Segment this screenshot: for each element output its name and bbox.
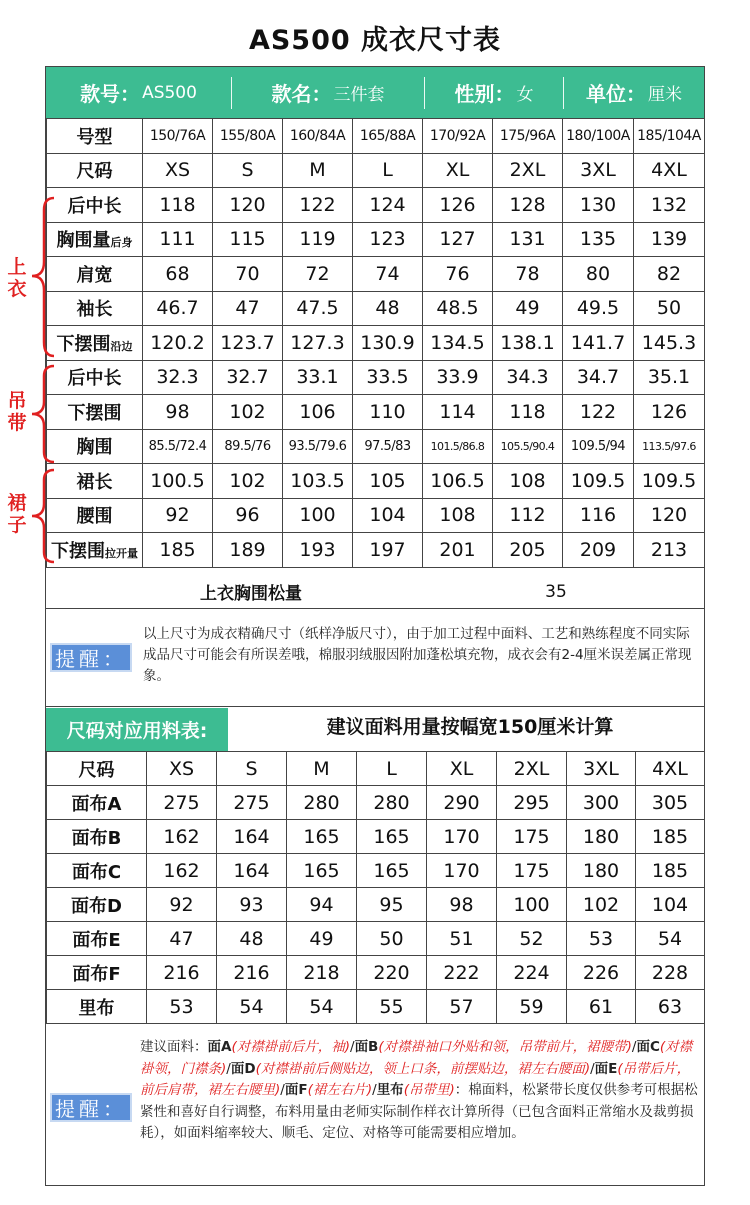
value-cell: 122 xyxy=(283,188,353,223)
value-cell: 120 xyxy=(634,498,705,533)
group-label-skirt xyxy=(6,492,28,536)
value-cell: 134.5 xyxy=(423,326,493,361)
value-cell: 116 xyxy=(563,498,634,533)
fabric-c-name: 面C xyxy=(636,1039,660,1055)
value-cell: 201 xyxy=(423,533,493,568)
value-cell: 47 xyxy=(147,922,217,956)
value-cell: 74 xyxy=(353,257,423,292)
value-cell: 53 xyxy=(567,922,636,956)
value-cell: 180 xyxy=(567,820,636,854)
row-label-text: 胸围 xyxy=(76,437,113,459)
value-cell: 63 xyxy=(636,990,705,1024)
fabric-e-usage: (吊带后片，前后肩带，裙左右腰里) xyxy=(140,1060,691,1098)
header-band xyxy=(46,67,704,118)
value-cell: 295 xyxy=(497,786,567,820)
value-cell: 95 xyxy=(357,888,427,922)
value-cell: 70 xyxy=(213,257,283,292)
fabric-row xyxy=(47,888,705,922)
fabric-a-usage: (对襟褂前后片，袖) xyxy=(231,1039,350,1055)
value-cell: 123 xyxy=(353,222,423,257)
size-cell: 4XL xyxy=(634,153,705,188)
value-cell: 126 xyxy=(634,395,705,430)
size-cell: 2XL xyxy=(493,153,563,188)
value-cell: 53 xyxy=(147,990,217,1024)
measurement-row xyxy=(47,291,705,326)
style-no-value: AS500 xyxy=(142,82,197,103)
value-cell: 109.5 xyxy=(634,464,705,499)
size-cell: M xyxy=(287,752,357,786)
gender-value: 女 xyxy=(516,85,534,105)
value-cell: 141.7 xyxy=(563,326,634,361)
separator: / xyxy=(350,1039,355,1055)
reminder-badge-2: 提醒： xyxy=(50,1093,132,1122)
fabric-row xyxy=(47,990,705,1024)
size-code-cell: 170/92A xyxy=(423,119,493,154)
value-cell: 33.9 xyxy=(423,360,493,395)
value-cell: 100 xyxy=(497,888,567,922)
value-cell: 213 xyxy=(634,533,705,568)
fabric-d-usage: (对襟褂前后侧贴边，领上口条，前摆贴边，裙左右腰面) xyxy=(255,1060,591,1077)
value-cell: 93.5/79.6 xyxy=(283,429,353,464)
value-cell: 226 xyxy=(567,956,636,990)
value-cell: 106.5 xyxy=(423,464,493,499)
gender-label: 性别： xyxy=(454,82,515,106)
size-code-cell: 165/88A xyxy=(353,119,423,154)
value-cell: 35.1 xyxy=(634,360,705,395)
fabric-b-name: 面B xyxy=(354,1039,379,1055)
value-cell: 118 xyxy=(493,395,563,430)
style-name-label: 款名： xyxy=(271,82,332,106)
value-cell: 100 xyxy=(283,498,353,533)
fabric-width-note: 建议面料用量按幅宽150厘米计算 xyxy=(326,716,614,738)
bracket-skirt-icon xyxy=(26,468,56,564)
size-code-cell: 180/100A xyxy=(563,119,634,154)
divider xyxy=(46,706,704,707)
value-cell: 108 xyxy=(493,464,563,499)
value-cell: 124 xyxy=(353,188,423,223)
value-cell: 59 xyxy=(497,990,567,1024)
size-cell: 2XL xyxy=(497,752,567,786)
value-cell: 50 xyxy=(634,291,705,326)
value-cell: 47.5 xyxy=(283,291,353,326)
page-title: AS500 成衣尺寸表 xyxy=(248,25,502,56)
measurement-row xyxy=(47,429,705,464)
value-cell: 127.3 xyxy=(283,326,353,361)
value-cell: 139 xyxy=(634,222,705,257)
value-cell: 48 xyxy=(217,922,287,956)
value-cell: 280 xyxy=(287,786,357,820)
value-cell: 189 xyxy=(213,533,283,568)
value-cell: 145.3 xyxy=(634,326,705,361)
value-cell: 138.1 xyxy=(493,326,563,361)
separator: / xyxy=(631,1039,637,1055)
value-cell: 98 xyxy=(427,888,497,922)
value-cell: 96 xyxy=(213,498,283,533)
row-label-text: 裙长 xyxy=(76,471,113,493)
value-cell: 218 xyxy=(287,956,357,990)
measurement-row xyxy=(47,498,705,533)
value-cell: 165 xyxy=(287,854,357,888)
bracket-camisole-icon xyxy=(26,364,56,464)
fabric-row xyxy=(47,922,705,956)
row-label-text: 后中长 xyxy=(67,368,122,390)
size-row xyxy=(47,153,705,188)
group-label-camisole-text: 吊带 xyxy=(7,390,27,434)
value-cell: 170 xyxy=(427,820,497,854)
value-cell: 104 xyxy=(636,888,705,922)
value-cell: 123.7 xyxy=(213,326,283,361)
row-label xyxy=(47,533,143,568)
value-cell: 175 xyxy=(497,820,567,854)
value-cell: 72 xyxy=(283,257,353,292)
row-label: 里布 xyxy=(47,990,147,1024)
value-cell: 32.7 xyxy=(213,360,283,395)
row-label: 面布F xyxy=(47,956,147,990)
fabric-a-name: 面A xyxy=(207,1039,232,1055)
row-label: 尺码 xyxy=(47,153,143,188)
value-cell: 127 xyxy=(423,222,493,257)
size-cell: M xyxy=(283,153,353,188)
value-cell: 93 xyxy=(217,888,287,922)
value-cell: 180 xyxy=(567,854,636,888)
value-cell: 57 xyxy=(427,990,497,1024)
value-cell: 165 xyxy=(357,820,427,854)
row-label: 面布E xyxy=(47,922,147,956)
looseness-row xyxy=(46,575,704,609)
value-cell: 114 xyxy=(423,395,493,430)
value-cell: 92 xyxy=(147,888,217,922)
gender-cell xyxy=(425,67,563,118)
measurement-row xyxy=(47,326,705,361)
value-cell: 97.5/83 xyxy=(353,429,423,464)
value-cell: 49 xyxy=(287,922,357,956)
value-cell: 54 xyxy=(217,990,287,1024)
value-cell: 185 xyxy=(143,533,213,568)
value-cell: 305 xyxy=(636,786,705,820)
group-label-top xyxy=(6,256,28,300)
value-cell: 222 xyxy=(427,956,497,990)
value-cell: 108 xyxy=(423,498,493,533)
row-label: 面布A xyxy=(47,786,147,820)
value-cell: 185 xyxy=(636,854,705,888)
value-cell: 109.5 xyxy=(563,464,634,499)
size-cell: 3XL xyxy=(567,752,636,786)
row-label xyxy=(47,429,143,464)
fabric-note-intro: 建议面料： xyxy=(140,1039,208,1055)
value-cell: 216 xyxy=(147,956,217,990)
fabric-table xyxy=(46,751,705,1024)
unit-label: 单位： xyxy=(586,82,646,106)
reminder-text: 以上尺寸为成衣精确尺寸（纸样净版尺寸），由于加工过程中面料、工艺和熟练程度不同实际成品尺寸可能会有所误差哦，棉服羽绒服因附加蓬松填充物，成衣会有2-4厘米误差属正常现象。 xyxy=(143,626,692,684)
size-cell: XS xyxy=(147,752,217,786)
row-label xyxy=(47,360,143,395)
value-cell: 47 xyxy=(213,291,283,326)
value-cell: 122 xyxy=(563,395,634,430)
measurement-row xyxy=(47,360,705,395)
value-cell: 54 xyxy=(287,990,357,1024)
unit-cell xyxy=(564,67,704,118)
row-label xyxy=(47,222,143,257)
size-cell: 3XL xyxy=(563,153,634,188)
value-cell: 228 xyxy=(636,956,705,990)
value-cell: 68 xyxy=(143,257,213,292)
size-cell: XL xyxy=(423,153,493,188)
looseness-value: 35 xyxy=(545,581,567,602)
separator: / xyxy=(280,1082,285,1098)
row-label-text: 肩宽 xyxy=(76,264,113,286)
value-cell: 224 xyxy=(497,956,567,990)
value-cell: 112 xyxy=(493,498,563,533)
fabric-f-usage: (裙左右片) xyxy=(307,1082,373,1098)
row-label xyxy=(47,464,143,499)
row-label xyxy=(47,326,143,361)
value-cell: 92 xyxy=(143,498,213,533)
size-cell: S xyxy=(217,752,287,786)
value-cell: 109.5/94 xyxy=(563,429,634,464)
value-cell: 165 xyxy=(357,854,427,888)
value-cell: 130 xyxy=(563,188,634,223)
value-cell: 76 xyxy=(423,257,493,292)
row-label-text: 胸围量 xyxy=(56,230,111,252)
value-cell: 106 xyxy=(283,395,353,430)
value-cell: 32.3 xyxy=(143,360,213,395)
value-cell: 89.5/76 xyxy=(213,429,283,464)
row-label-suffix: 沿边 xyxy=(110,339,133,353)
value-cell: 216 xyxy=(217,956,287,990)
value-cell: 220 xyxy=(357,956,427,990)
measurement-row xyxy=(47,464,705,499)
value-cell: 111 xyxy=(143,222,213,257)
value-cell: 46.7 xyxy=(143,291,213,326)
separator: / xyxy=(590,1060,595,1077)
value-cell: 103.5 xyxy=(283,464,353,499)
row-label-text: 下摆围 xyxy=(56,333,111,355)
measurement-row xyxy=(47,533,705,568)
value-cell: 100.5 xyxy=(143,464,213,499)
value-cell: 280 xyxy=(357,786,427,820)
fabric-row xyxy=(47,854,705,888)
value-cell: 34.3 xyxy=(493,360,563,395)
row-label-text: 袖长 xyxy=(76,299,113,321)
group-label-camisole xyxy=(6,390,28,434)
value-cell: 61 xyxy=(567,990,636,1024)
fabric-size-row xyxy=(47,752,705,786)
style-name-value: 三件套 xyxy=(333,85,385,105)
value-cell: 275 xyxy=(147,786,217,820)
row-label xyxy=(47,188,143,223)
value-cell: 104 xyxy=(353,498,423,533)
row-label-text: 下摆围 xyxy=(51,540,105,562)
value-cell: 120 xyxy=(213,188,283,223)
value-cell: 94 xyxy=(287,888,357,922)
value-cell: 102 xyxy=(567,888,636,922)
value-cell: 205 xyxy=(493,533,563,568)
value-cell: 50 xyxy=(357,922,427,956)
size-cell: 4XL xyxy=(636,752,705,786)
separator: / xyxy=(226,1060,231,1077)
value-cell: 105.5/90.4 xyxy=(493,429,563,464)
size-cell: L xyxy=(353,153,423,188)
value-cell: 132 xyxy=(634,188,705,223)
lining-name: 里布 xyxy=(376,1082,404,1098)
value-cell: 275 xyxy=(217,786,287,820)
value-cell: 49 xyxy=(493,291,563,326)
value-cell: 209 xyxy=(563,533,634,568)
size-code-cell: 175/96A xyxy=(493,119,563,154)
fabric-reminder-text xyxy=(140,1037,700,1145)
value-cell: 54 xyxy=(636,922,705,956)
size-cell: XL xyxy=(427,752,497,786)
value-cell: 162 xyxy=(147,854,217,888)
size-code-cell: 155/80A xyxy=(213,119,283,154)
row-label: 面布B xyxy=(47,820,147,854)
fabric-note-tail: ：棉面料，松紧带长度仅供参考可根据松紧性和喜好自行调整，布料用量由老师实际制作样衣计算所得（已包含面料正常缩水及裁剪损耗），如面料缩率较大、顺毛、定位、对格等可能需要相应增加。 xyxy=(140,1082,698,1141)
row-label: 面布C xyxy=(47,854,147,888)
value-cell: 105 xyxy=(353,464,423,499)
row-label-text: 腰围 xyxy=(76,506,113,528)
row-label-text: 下摆围 xyxy=(67,402,122,424)
value-cell: 193 xyxy=(283,533,353,568)
value-cell: 197 xyxy=(353,533,423,568)
value-cell: 164 xyxy=(217,854,287,888)
fabric-row xyxy=(47,786,705,820)
value-cell: 135 xyxy=(563,222,634,257)
size-cell: XS xyxy=(143,153,213,188)
value-cell: 164 xyxy=(217,820,287,854)
size-code-cell: 160/84A xyxy=(283,119,353,154)
measurement-row xyxy=(47,188,705,223)
fabric-f-name: 面F xyxy=(284,1082,308,1098)
size-code-cell: 150/76A xyxy=(143,119,213,154)
looseness-label: 上衣胸围松量 xyxy=(200,584,302,604)
measurement-row xyxy=(47,222,705,257)
value-cell: 126 xyxy=(423,188,493,223)
value-cell: 52 xyxy=(497,922,567,956)
value-cell: 185 xyxy=(636,820,705,854)
style-name-cell xyxy=(232,67,424,118)
value-cell: 48 xyxy=(353,291,423,326)
value-cell: 175 xyxy=(497,854,567,888)
value-cell: 120.2 xyxy=(143,326,213,361)
value-cell: 118 xyxy=(143,188,213,223)
value-cell: 165 xyxy=(287,820,357,854)
value-cell: 98 xyxy=(143,395,213,430)
size-code-cell: 185/104A xyxy=(634,119,705,154)
fabric-e-name: 面E xyxy=(594,1060,618,1077)
value-cell: 33.1 xyxy=(283,360,353,395)
value-cell: 162 xyxy=(147,820,217,854)
row-label xyxy=(47,257,143,292)
size-cell: L xyxy=(357,752,427,786)
fabric-c-usage: (对襟褂领，门襟条) xyxy=(140,1039,693,1077)
value-cell: 115 xyxy=(213,222,283,257)
value-cell: 34.7 xyxy=(563,360,634,395)
value-cell: 55 xyxy=(357,990,427,1024)
value-cell: 170 xyxy=(427,854,497,888)
lining-usage: (吊带里) xyxy=(403,1082,455,1098)
value-cell: 101.5/86.8 xyxy=(423,429,493,464)
value-cell: 128 xyxy=(493,188,563,223)
group-label-top-text: 上衣 xyxy=(7,256,27,300)
value-cell: 78 xyxy=(493,257,563,292)
value-cell: 80 xyxy=(563,257,634,292)
value-cell: 110 xyxy=(353,395,423,430)
fabric-d-name: 面D xyxy=(230,1060,256,1077)
row-label: 面布D xyxy=(47,888,147,922)
size-code-row xyxy=(47,119,705,154)
value-cell: 48.5 xyxy=(423,291,493,326)
value-cell: 300 xyxy=(567,786,636,820)
row-label xyxy=(47,395,143,430)
value-cell: 51 xyxy=(427,922,497,956)
row-label-suffix: 拉开量 xyxy=(105,546,138,560)
value-cell: 33.5 xyxy=(353,360,423,395)
row-label-suffix: 后身 xyxy=(110,236,133,250)
value-cell: 290 xyxy=(427,786,497,820)
row-label: 号型 xyxy=(47,119,143,154)
value-cell: 130.9 xyxy=(353,326,423,361)
value-cell: 82 xyxy=(634,257,705,292)
fabric-b-usage: (对襟褂袖口外贴和领，吊带前片，裙腰带) xyxy=(378,1039,632,1055)
bracket-top-icon xyxy=(26,196,56,358)
reminder-badge: 提醒： xyxy=(50,643,132,672)
style-no-label: 款号： xyxy=(80,82,141,106)
fabric-row xyxy=(47,820,705,854)
fabric-table-tab: 尺码对应用料表: xyxy=(46,708,228,751)
value-cell: 131 xyxy=(493,222,563,257)
fabric-row xyxy=(47,956,705,990)
value-cell: 49.5 xyxy=(563,291,634,326)
row-label xyxy=(47,291,143,326)
value-cell: 119 xyxy=(283,222,353,257)
row-label xyxy=(47,498,143,533)
row-label: 尺码 xyxy=(47,752,147,786)
value-cell: 113.5/97.6 xyxy=(634,429,705,464)
value-cell: 102 xyxy=(213,464,283,499)
value-cell: 85.5/72.4 xyxy=(143,429,213,464)
measurement-row xyxy=(47,395,705,430)
row-label-text: 后中长 xyxy=(67,195,122,217)
separator: / xyxy=(372,1082,377,1098)
size-cell: S xyxy=(213,153,283,188)
group-label-skirt-text: 裙子 xyxy=(7,492,27,536)
value-cell: 102 xyxy=(213,395,283,430)
size-table xyxy=(46,118,705,568)
style-no-cell xyxy=(46,67,231,118)
unit-value: 厘米 xyxy=(648,85,682,105)
measurement-row xyxy=(47,257,705,292)
